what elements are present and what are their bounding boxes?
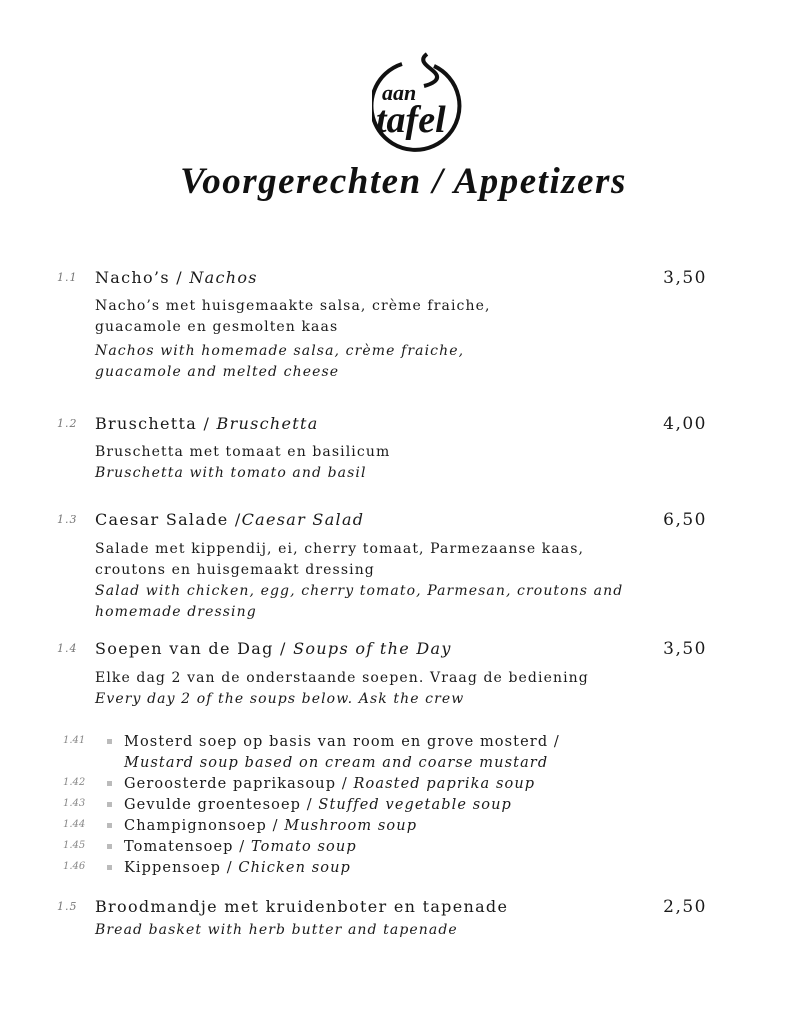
- soup-item: 1.43 Gevulde groentesoep / Stuffed vegetable soup: [63, 797, 512, 813]
- item-name: Caesar Salade /Caesar Salad: [95, 510, 365, 529]
- soup-item: 1.46 Kippensoep / Chicken soup: [63, 860, 351, 876]
- item-number: 1.3: [57, 513, 78, 526]
- svg-text:tafel: tafel: [376, 99, 446, 141]
- item-number: 1.4: [57, 642, 78, 655]
- soup-item: 1.41 Mosterd soep op basis van room en grove mosterd / Mustard soup based on cream and coarse mustard: [63, 734, 560, 771]
- aan-tafel-logo: [372, 52, 472, 158]
- soup-item: 1.44 Champignonsoep / Mushroom soup: [63, 818, 418, 834]
- bullet-icon: [107, 781, 112, 786]
- item-description: Nacho’s met huisgemaakte salsa, crème fraiche, guacamole en gesmolten kaas Nachos with homemade salsa, crème fraiche, guacamole and melted cheese: [95, 298, 491, 380]
- item-name: Soepen van de Dag / Soups of the Day: [95, 639, 452, 658]
- item-number: 1.5: [57, 900, 78, 913]
- bullet-icon: [107, 844, 112, 849]
- item-description: Elke dag 2 van de onderstaande soepen. Vraag de bediening Every day 2 of the soups below. Ask the crew: [95, 670, 589, 707]
- item-name: Broodmandje met kruidenboter en tapenade: [95, 897, 509, 916]
- item-name: Nacho’s / Nachos: [95, 268, 258, 287]
- soup-item: 1.45 Tomatensoep / Tomato soup: [63, 839, 357, 855]
- bullet-icon: [107, 802, 112, 807]
- page-title: Voorgerechten / Appetizers: [180, 161, 627, 202]
- item-number: 1.2: [57, 417, 78, 430]
- bullet-icon: [107, 739, 112, 744]
- item-description: Salade met kippendij, ei, cherry tomaat, Parmezaanse kaas, croutons en huisgemaakt dressing Salad with chicken, egg, cherry tomato, Parmesan, croutons and homemade dressing: [95, 541, 624, 620]
- item-price: 4,00: [663, 414, 707, 434]
- item-description: Bread basket with herb butter and tapenade: [95, 922, 458, 938]
- item-price: 2,50: [663, 897, 707, 917]
- item-price: 3,50: [663, 268, 707, 288]
- bullet-icon: [107, 823, 112, 828]
- item-description: Bruschetta met tomaat en basilicum Bruschetta with tomato and basil: [95, 444, 391, 481]
- svg-text:aan: aan: [382, 80, 417, 105]
- soup-item: 1.42 Geroosterde paprikasoup / Roasted paprika soup: [63, 776, 536, 792]
- item-number: 1.1: [57, 271, 78, 284]
- item-name: Bruschetta / Bruschetta: [95, 414, 319, 433]
- item-price: 3,50: [663, 639, 707, 659]
- item-price: 6,50: [663, 510, 707, 530]
- bullet-icon: [107, 865, 112, 870]
- soup-list: [0, 732, 807, 879]
